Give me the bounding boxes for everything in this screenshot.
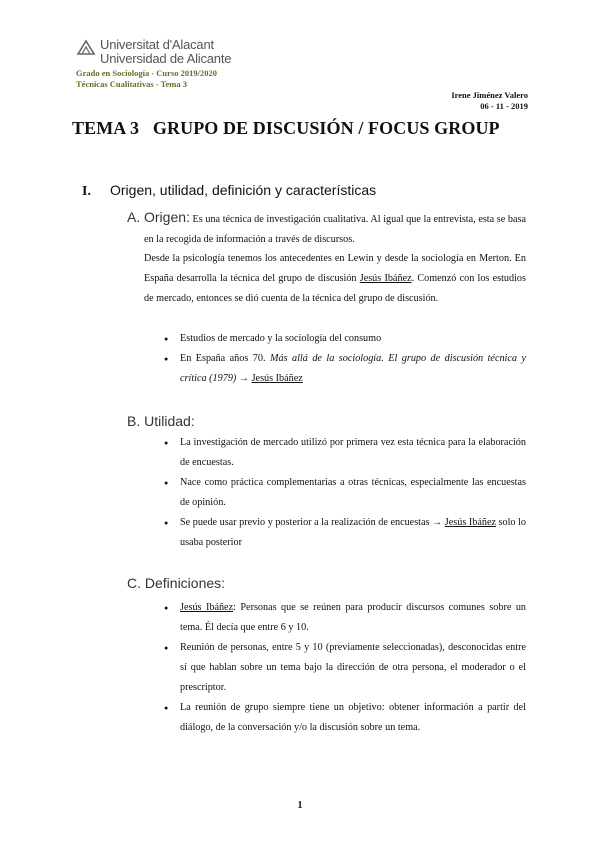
list-item: ● Reunión de personas, entre 5 y 10 (previamente seleccionadas), desconocidas entre sí que hablan sobre un tema bajo la dirección de otra persona, el moderador o el prescriptor.	[180, 638, 526, 698]
university-logo-icon	[76, 38, 96, 58]
list-item: ● La investigación de mercado utilizó por primera vez esta técnica para la elaboración de encuestas.	[180, 433, 526, 473]
subsection-letter-c: C.	[127, 575, 141, 591]
origen-text-2b: . Comenzó con los estudios de mercado, entonces se dió cuenta de la técnica del grupo de discusión.	[144, 273, 526, 304]
subject-label: Técnicas Cualitativas - Tema 3	[76, 79, 187, 89]
origen-text-2a: Desde la psicología tenemos los antecedentes en Lewin y desde la sociología en Merton. En España desarrolla la técnica del grupo de discusión	[144, 253, 526, 284]
origen-paragraph-1	[144, 207, 526, 250]
list-item: ● La reunión de grupo siempre tiene un objetivo: obtener información a partir del diálogo, de la conversación y/o la discusión sobre un tema.	[180, 698, 526, 738]
author-name: Irene Jiménez Valero	[451, 90, 528, 100]
course-label: Grado en Sociología - Curso 2019/2020	[76, 68, 217, 78]
section-heading	[82, 182, 376, 200]
page-title: TEMA 3 GRUPO DE DISCUSIÓN / FOCUS GROUP	[72, 118, 500, 138]
subsection-definiciones	[127, 575, 225, 591]
document-date: 06 - 11 - 2019	[480, 101, 528, 111]
bullet-text: : Personas que se reúnen para producir discursos comunes sobre un tema. Él decía que entre 6 y 10.	[180, 602, 527, 633]
definiciones-heading: Definiciones:	[144, 575, 226, 591]
jesus-ibanez-link: Jesús Ibáñez	[359, 273, 412, 284]
origen-paragraph-2	[144, 249, 526, 309]
subsection-letter-a: A.	[127, 209, 141, 225]
arrow-icon: →	[236, 373, 252, 384]
list-item	[180, 349, 526, 389]
list-item: ● Nace como práctica complementarias a otras técnicas, especialmente las encuestas de opinión.	[180, 473, 526, 513]
bullet-text: solo lo usaba posterior	[180, 517, 526, 548]
university-name-ca: Universitat d'Alacant	[100, 37, 214, 52]
subsection-letter-b: B.	[127, 413, 141, 429]
utilidad-bullet-list	[180, 433, 526, 553]
bullet-text: Se puede usar previo y posterior a la realización de encuestas →	[180, 517, 445, 528]
jesus-ibanez-link: Jesús Ibáñez	[251, 373, 303, 384]
section-number: I.	[82, 184, 91, 199]
origen-bullet-list	[180, 329, 526, 389]
utilidad-heading: Utilidad:	[144, 413, 195, 429]
subsection-utilidad	[127, 413, 195, 429]
list-item: ● Estudios de mercado y la sociología del consumo	[180, 329, 526, 349]
book-title: Más allá de la sociología. El grupo de discusión técnica y crítica (1979)	[180, 353, 526, 384]
page-number: 1	[297, 800, 303, 811]
list-item	[180, 598, 526, 638]
jesus-ibanez-link: Jesús Ibáñez	[444, 517, 496, 528]
section-label: Origen, utilidad, definición y características	[110, 182, 377, 198]
bullet-text: En España años 70.	[180, 353, 270, 364]
origen-heading: Origen:	[144, 209, 190, 225]
university-name-es: Universidad de Alicante	[100, 51, 232, 66]
origen-text-1: Es una técnica de investigación cualitativa. Al igual que la entrevista, esta se basa en la recogida de información a través de discursos.	[144, 214, 526, 245]
jesus-ibanez-link: Jesús Ibáñez	[180, 602, 234, 613]
list-item	[180, 513, 526, 553]
definiciones-bullet-list	[180, 598, 526, 738]
